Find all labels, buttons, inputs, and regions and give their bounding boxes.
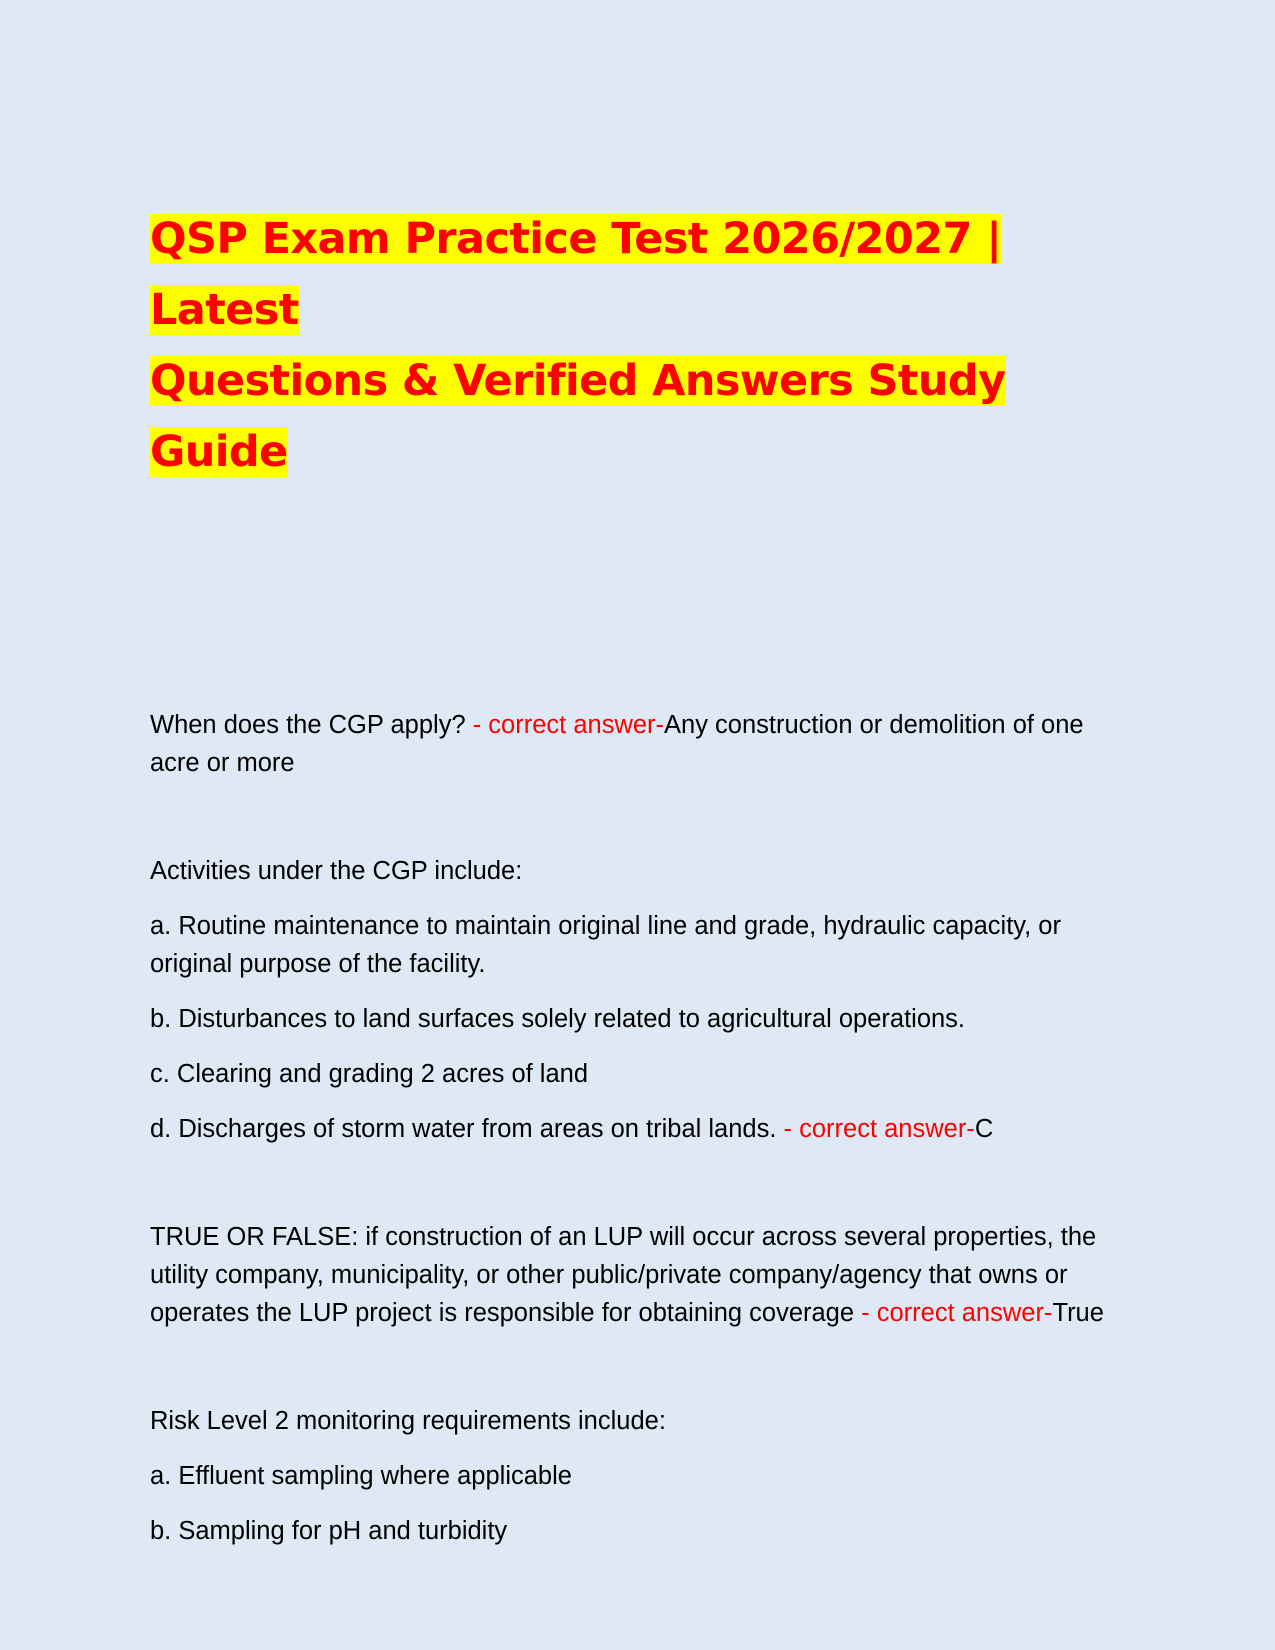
question-1 bbox=[150, 706, 1135, 782]
correct-answer-marker: - correct answer- bbox=[861, 1299, 1053, 1327]
document-content bbox=[150, 204, 1135, 1550]
question-4-stem: Risk Level 2 monitoring requirements include: bbox=[150, 1407, 666, 1435]
question-2-option-d-line bbox=[150, 1110, 1135, 1148]
title-line-2: Questions & Verified Answers Study Guide bbox=[150, 356, 1006, 477]
correct-answer-marker: - correct answer- bbox=[783, 1115, 975, 1143]
correct-answer-marker: - correct answer- bbox=[472, 711, 665, 739]
question-3-answer: True bbox=[1052, 1299, 1104, 1327]
question-4-option-b: b. Sampling for pH and turbidity bbox=[150, 1517, 508, 1545]
question-1-answer: Any construction or demolition of one acre or more bbox=[150, 711, 1084, 777]
question-4 bbox=[150, 1402, 1135, 1550]
document-title bbox=[150, 204, 1135, 488]
question-2-option-a: a. Routine maintenance to maintain original line and grade, hydraulic capacity, or original purpose of the facility. bbox=[150, 912, 1061, 978]
question-3 bbox=[150, 1218, 1135, 1332]
question-2 bbox=[150, 852, 1135, 1148]
question-1-stem: When does the CGP apply? bbox=[150, 711, 466, 739]
question-2-option-c: c. Clearing and grading 2 acres of land bbox=[150, 1060, 589, 1088]
question-2-option-b: b. Disturbances to land surfaces solely related to agricultural operations. bbox=[150, 1005, 966, 1033]
question-2-answer: C bbox=[974, 1115, 994, 1143]
title-line-1: QSP Exam Practice Test 2026/2027 | Latest bbox=[150, 214, 1002, 335]
question-2-option-d: d. Discharges of storm water from areas on tribal lands. bbox=[150, 1115, 777, 1143]
question-3-text bbox=[150, 1218, 1135, 1332]
question-4-option-a: a. Effluent sampling where applicable bbox=[150, 1462, 572, 1490]
question-1-text bbox=[150, 706, 1135, 782]
question-2-stem: Activities under the CGP include: bbox=[150, 857, 523, 885]
question-3-stem: TRUE OR FALSE: if construction of an LUP will occur across several properties, the utility company, municipality, or other public/private company/agency that owns or operates the LUP project is responsible for obtaining coverage bbox=[150, 1223, 1097, 1327]
